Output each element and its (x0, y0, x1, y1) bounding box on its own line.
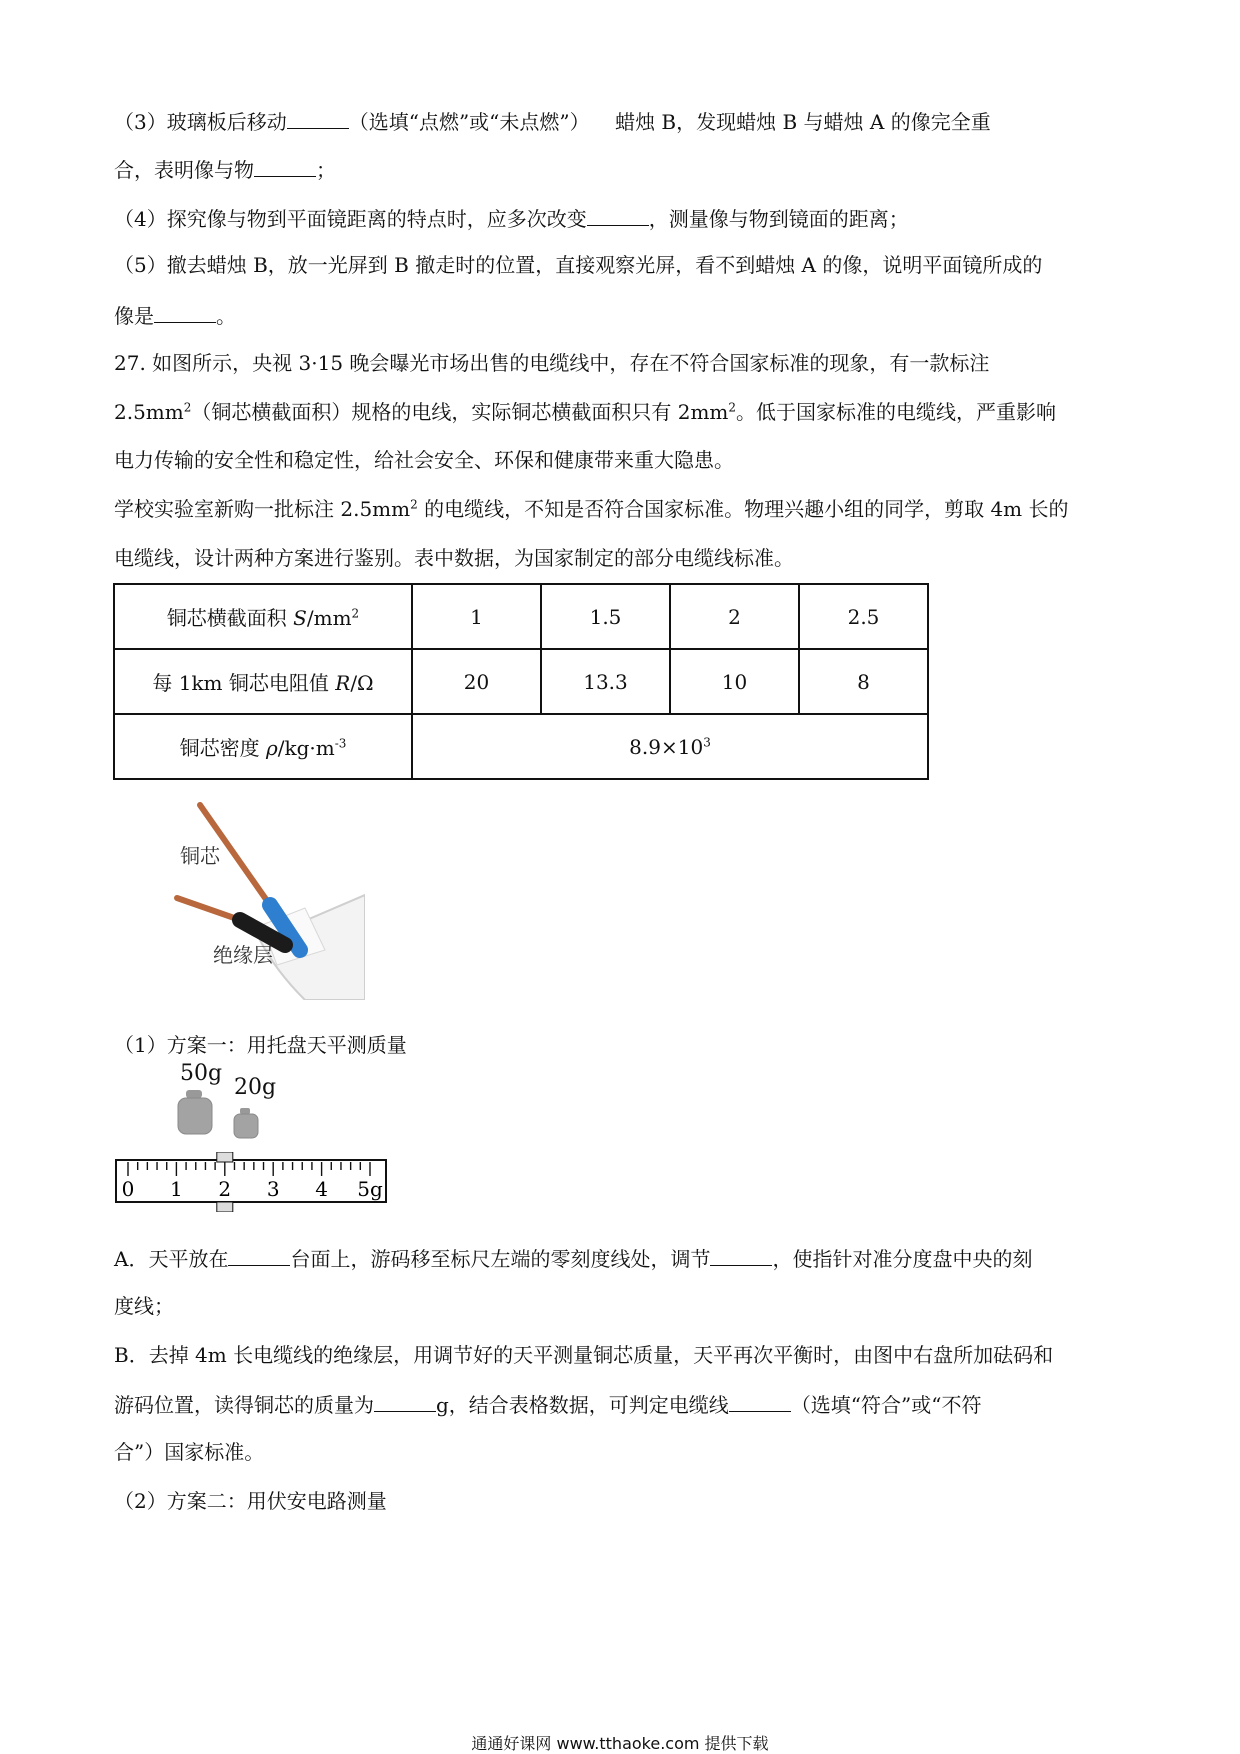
q27-line-4 (114, 497, 1069, 521)
cable-illustration (165, 800, 365, 1000)
text: 电缆线，设计两种方案进行鉴别。表中数据，为国家制定的部分电缆线标准。 (114, 546, 794, 570)
table-row (114, 649, 928, 714)
weights-figure (170, 1058, 290, 1148)
text: 。低于国家标准的电缆线，严重影响 (736, 400, 1057, 424)
label-insulation: 绝缘层 (213, 943, 273, 967)
answer-blank[interactable] (374, 1391, 436, 1412)
ruler-label: 5g (357, 1177, 383, 1201)
text: 电力传输的安全性和稳定性，给社会安全、环保和健康带来重大隐患。 (114, 448, 734, 472)
text: 游码位置，读得铜芯的质量为 (114, 1393, 374, 1417)
ruler-label: 3 (266, 1177, 280, 1201)
plan1-step-b (114, 1343, 1053, 1367)
superscript: 2 (410, 497, 418, 512)
q26-line-4 (114, 205, 909, 231)
table-cell: 2 (670, 584, 799, 649)
text: g，结合表格数据，可判定电缆线 (436, 1393, 729, 1417)
text: ，使指针对准分度盘中央的刻 (772, 1247, 1033, 1271)
superscript: 2 (728, 400, 737, 415)
ruler-label: 1 (170, 1177, 183, 1201)
answer-blank[interactable] (228, 1245, 290, 1266)
answer-blank[interactable] (729, 1391, 791, 1412)
superscript: 2 (183, 400, 192, 415)
weight-20g-label: 20g (234, 1075, 277, 1100)
row-header: 铜芯密度 $\rho/kg\cdot m^{-3}$ (114, 714, 412, 779)
table-cell: 10 (670, 649, 799, 714)
text: B．去掉 4m 长电缆线的绝缘层，用调节好的天平测量铜芯质量，天平再次平衡时，由图中右盘所加砝码和 (114, 1343, 1054, 1367)
text: 蜡烛 B，发现蜡烛 B 与蜡烛 A 的像完全重 (615, 110, 991, 134)
q26-line-3-cont (114, 156, 336, 182)
table-row (114, 714, 928, 779)
plan1-step-b-cont2 (114, 1440, 264, 1464)
plan1-step-a-cont (114, 1294, 174, 1318)
weight-50g-label: 50g (180, 1061, 223, 1086)
text: （选填“点燃”或“未点燃”） (348, 110, 590, 134)
text: 度线； (114, 1294, 174, 1318)
row-header: 铜芯横截面积 $S/mm^2$ (114, 584, 412, 649)
text: 2.5mm (114, 400, 184, 424)
answer-blank[interactable] (710, 1245, 772, 1266)
plan2-title (114, 1489, 387, 1513)
answer-blank[interactable] (587, 205, 649, 226)
text: ，测量像与物到镜面的距离； (648, 207, 909, 231)
text: 27. 如图所示，央视 3·15 晚会曝光市场出售的电缆线中，存在不符合国家标准的现象，有一款标注 (114, 351, 990, 375)
balance-scale-ruler (114, 1152, 389, 1212)
text: A．天平放在 (114, 1247, 229, 1271)
text: （5）撤去蜡烛 B，放一光屏到 B 撤走时的位置，直接观察光屏，看不到蜡烛 A 的像，说明平面镜所成的 (114, 253, 1043, 277)
table-row (114, 584, 928, 649)
table-cell: 13.3 (541, 649, 670, 714)
text: 合”）国家标准。 (114, 1440, 265, 1464)
answer-blank[interactable] (287, 108, 349, 129)
text: 的电缆线，不知是否符合国家标准。物理兴趣小组的同学，剪取 4m 长的 (417, 497, 1069, 521)
answer-blank[interactable] (254, 156, 316, 177)
table-cell: 1 (412, 584, 541, 649)
row-header: 每 1km 铜芯电阻值 R/Ω (114, 649, 412, 714)
text: （4）探究像与物到平面镜距离的特点时，应多次改变 (114, 207, 587, 231)
plan1-step-b-cont (114, 1391, 982, 1417)
table-cell: 8 (799, 649, 928, 714)
label-copper-core: 铜芯 (180, 844, 220, 868)
plan1-step-a (114, 1245, 1032, 1271)
text: （2）方案二：用伏安电路测量 (114, 1489, 387, 1513)
q27-line-2 (114, 400, 1056, 424)
rider-top (217, 1152, 233, 1162)
q26-line-3 (114, 108, 991, 134)
copper-core-lower (177, 898, 240, 920)
rider-bottom (217, 1202, 233, 1212)
text: （1）方案一：用托盘天平测质量 (114, 1033, 407, 1057)
text: （3）玻璃板后移动 (114, 110, 287, 134)
text: 台面上，游码移至标尺左端的零刻度线处，调节 (290, 1247, 711, 1271)
cable-standard-table (113, 583, 929, 780)
q27-line-1 (114, 351, 989, 375)
table-cell: $8.9\times 10^3$ (412, 714, 928, 779)
text: 像是 (114, 304, 154, 328)
text: ； (316, 158, 336, 182)
page-footer: 通通好课网 www.tthaoke.com 提供下载 (471, 1734, 769, 1753)
q26-line-5 (114, 253, 1042, 277)
ruler-label: 0 (121, 1177, 135, 1201)
weight-20g-icon (234, 1108, 258, 1138)
table-cell: 20 (412, 649, 541, 714)
answer-blank[interactable] (154, 302, 216, 323)
q27-line-5 (114, 546, 794, 570)
text: 学校实验室新购一批标注 2.5mm (114, 497, 411, 521)
ruler-label: 4 (315, 1177, 328, 1201)
table-cell: 2.5 (799, 584, 928, 649)
table-cell: 1.5 (541, 584, 670, 649)
plan1-title (114, 1033, 407, 1057)
q26-line-5-cont (114, 302, 236, 328)
text: （选填“符合”或“不符 (790, 1393, 982, 1417)
ruler-label: 2 (218, 1177, 232, 1201)
text: （铜芯横截面积）规格的电线，实际铜芯横截面积只有 2mm (191, 400, 729, 424)
q27-line-3 (114, 448, 734, 472)
text: 。 (216, 304, 236, 328)
text: 合，表明像与物 (114, 158, 254, 182)
weight-50g-icon (178, 1090, 212, 1134)
